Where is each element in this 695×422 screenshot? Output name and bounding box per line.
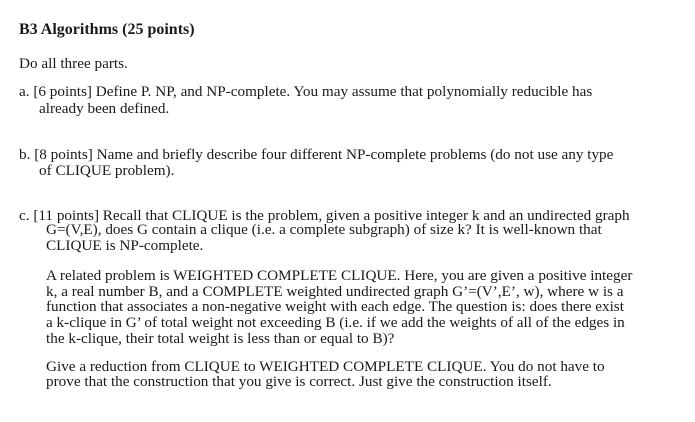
- part-b-line-1: b. [8 points] Name and briefly describe four different NP-complete problems (do not use any type: [19, 146, 614, 163]
- part-c-para3-line: Give a reduction from CLIQUE to WEIGHTED COMPLETE CLIQUE. You do not have to: [46, 358, 605, 375]
- part-c-line-2: G=(V,E), does G contain a clique (i.e. a complete subgraph) of size k? It is well-known that: [46, 221, 602, 238]
- instruction-text: Do all three parts.: [19, 55, 128, 72]
- part-c-line-1: c. [11 points] Recall that CLIQUE is the problem, given a positive integer k and an undirected graph: [19, 207, 630, 224]
- part-c-para2-line: function that associates a non-negative weight with each edge. The question is: does there exist: [46, 298, 624, 315]
- section-title: B3 Algorithms (25 points): [19, 21, 195, 38]
- part-c-line-3: CLIQUE is NP-complete.: [46, 237, 204, 254]
- part-c-para2-line: the k-clique, their total weight is less than or equal to B)?: [46, 330, 395, 347]
- part-c-para2-line: A related problem is WEIGHTED COMPLETE CLIQUE. Here, you are given a positive integer: [46, 267, 633, 284]
- part-b-line-2: of CLIQUE problem).: [39, 162, 175, 179]
- part-a-line-1: a. [6 points] Define P. NP, and NP-complete. You may assume that polynomially reducible has: [19, 83, 593, 100]
- part-c-para2-line: a k-clique in G’ of total weight not exceeding B (i.e. if we add the weights of all of the edges in: [46, 314, 625, 331]
- part-c-para3-line: prove that the construction that you give is correct. Just give the construction itself.: [46, 373, 552, 390]
- part-a-line-2: already been defined.: [39, 100, 170, 117]
- part-c-para2-line: k, a real number B, and a COMPLETE weighted undirected graph G’=(V’,E’, w), where w is a: [46, 283, 624, 300]
